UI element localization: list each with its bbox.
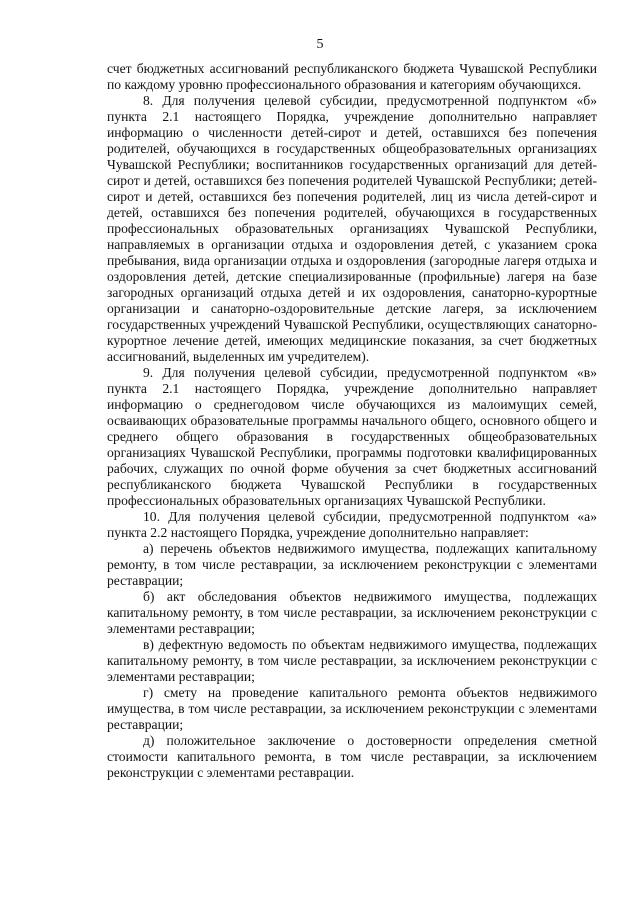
page-number: 5 — [316, 37, 324, 52]
paragraph-item-9: 9. Для получения целевой субсидии, предусмотренной подпунктом «в» пункта 2.1 настоящего Порядка, учреждение дополнительно направляет информацию о среднегодовом числе обучающихся из малоимущих семей, осваивающих образовательные программы начального общего, основного общего и среднего общего образования в государственных общеобразовательных организациях Чувашской Республики, программы подготовки квалифицированных рабочих, служащих по очной форме обучения за счет бюджетных ассигнований республиканского бюджета Чувашской Республики в государственных профессиональных образовательных организациях Чувашской Республики. — [107, 365, 597, 508]
document-body — [107, 61, 597, 781]
subitem-b: б) акт обследования объектов недвижимого имущества, подлежащих капитальному ремонту, в том числе реставрации, за исключением реконструкции с элементами реставрации; — [107, 589, 597, 636]
paragraph-item-10: 10. Для получения целевой субсидии, предусмотренной подпунктом «а» пункта 2.2 настоящего Порядка, учреждение дополнительно направляет: — [107, 509, 597, 540]
subitem-d: д) положительное заключение о достоверности определения сметной стоимости капитального ремонта, в том числе реставрации, за исключением реконструкции с элементами реставрации. — [107, 733, 597, 780]
subitem-a: а) перечень объектов недвижимого имущества, подлежащих капитальному ремонту, в том числе реставрации, за исключением реконструкции с элементами реставрации; — [107, 541, 597, 588]
subitem-v: в) дефектную ведомость по объектам недвижимого имущества, подлежащих капитальному ремонту, в том числе реставрации, за исключением реконструкции с элементами реставрации; — [107, 637, 597, 684]
paragraph-item-8: 8. Для получения целевой субсидии, предусмотренной подпунктом «б» пункта 2.1 настоящего Порядка, учреждение дополнительно направляет информацию о численности детей-сирот и детей, оставшихся без попечения родителей, обучающихся в государственных общеобразовательных организациях Чувашской Республики; воспитанников государственных организаций для детей-сирот и детей, оставшихся без попечения родителей Чувашской Республики; детей-сирот и детей, оставшихся без попечения родителей, лиц из числа детей-сирот и детей, оставшихся без попечения родителей, обучающихся в государственных профессиональных образовательных организациях Чувашской Республики, направляемых в организации отдыха и оздоровления детей, с указанием срока пребывания, вида организации отдыха и оздоровления (загородные лагеря отдыха и оздоровления детей, детские специализированные (профильные) лагеря на базе загородных организаций отдыха детей и их оздоровления, санаторно-курортные организации и санаторно-оздоровительные детские лагеря, за исключением государственных учреждений Чувашской Республики, осуществляющих санаторно-курортное лечение детей, имеющих медицинские показания, за счет бюджетных ассигнований, выделенных им учредителем). — [107, 93, 597, 364]
paragraph-continuation: счет бюджетных ассигнований республиканского бюджета Чувашской Республики по каждому уровню профессионального образования и категориям обучающихся. — [107, 61, 597, 92]
subitem-g: г) смету на проведение капитального ремонта объектов недвижимого имущества, в том числе реставрации, за исключением реконструкции с элементами реставрации; — [107, 685, 597, 732]
